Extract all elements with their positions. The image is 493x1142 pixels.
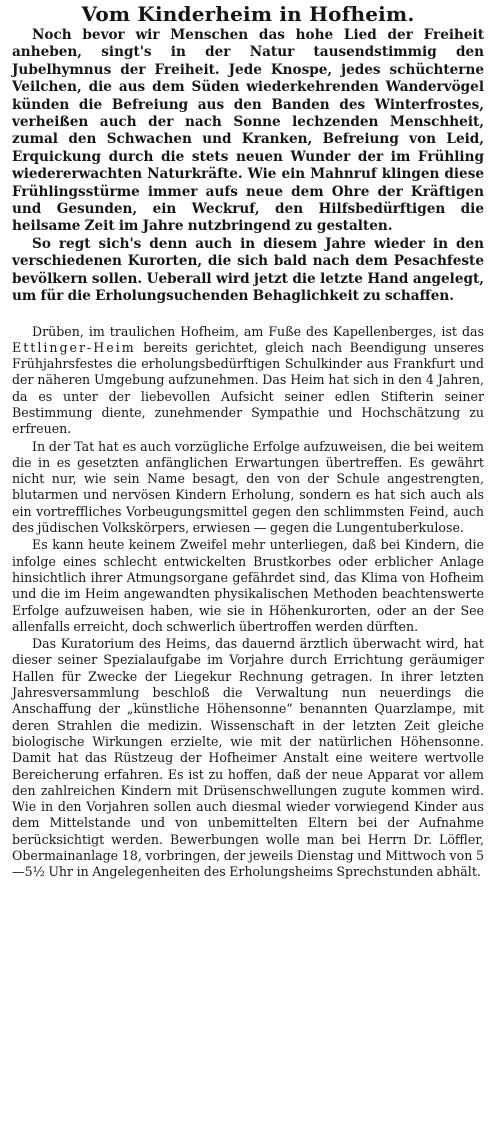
lead-paragraph-1: Noch bevor wir Menschen das hohe Lied der Freiheit anheben, singt's in der Natur tausendstimmig den Jubelhymnus der Freiheit. Jede Knospe, jedes schüchterne Veilchen, die aus dem Süden wiederkehrenden Wandervögel künden die Befreiung aus den Banden des Winterfrostes, verheißen auch der nach Sonne lechzenden Menschheit, zumal den Schwachen und Kranken, Befreiung von Leid, Erquickung durch die stets neuen Wunder der im Frühling wiedererwachten Naturkräfte. Wie ein Mahnruf klingen diese Frühlingsstürme immer aufs neue dem Ohre der Kräftigen und Gesunden, ein Weckruf, den Hilfsbedürftigen die heilsame Zeit im Jahre nutzbringend zu gestalten.: [12, 27, 484, 235]
article-body: [12, 324, 484, 881]
lead-paragraph-2: So regt sich's denn auch in diesem Jahre wieder in den verschiedenen Kurorten, die sich bald nach dem Pesachfeste bevölkern sollen. Ueberall wird jetzt die letzte Hand angelegt, um für die Erholungsuchenden Behaglichkeit zu schaffen.: [12, 235, 484, 305]
article-title: Vom Kinderheim in Hofheim.: [81, 2, 415, 26]
article-lead: [12, 27, 484, 306]
body-paragraph-3: Es kann heute keinem Zweifel mehr unterliegen, daß bei Kindern, die infolge eines schlecht entwickelten Brustkorbes oder erblicher Anlage hinsichtlich ihrer Atmungsorgane gefährdet sind, das Klima von Hofheim und die im Heim angewandten physikalischen Methoden beachtenswerte Erfolge aufzuweisen haben, wie sie in Höhenkurorten, oder an der See allenfalls erreicht, doch schwerlich übertroffen werden dürften.: [12, 537, 484, 634]
heim-name: Ettlinger-Heim: [12, 339, 136, 355]
body-paragraph-1-start: Drüben, im traulichen Hofheim, am Fuße des Kapellenberges, ist das: [32, 323, 484, 339]
body-paragraph-1: [12, 324, 484, 438]
body-paragraph-1-end: bereits gerichtet, gleich nach Beendigung unseres Frühjahrsfestes die erholungsbedürftigen Schulkinder aus Frankfurt und der näheren Umgebung aufzunehmen. Das Heim hat sich in den 4 Jahren, da es unter der liebevollen Aufsicht seiner edlen Stifterin seiner Bestimmung diente, zunehmender Sympathie und Hochschätzung zu erfreuen.: [12, 339, 484, 437]
body-paragraph-4: Das Kuratorium des Heims, das dauernd ärztlich überwacht wird, hat dieser seiner Spezialaufgabe im Vorjahre durch Errichtung geräumiger Hallen für Zwecke der Liegekur Rechnung getragen. In ihrer letzten Jahresversammlung beschloß die Verwaltung nun neuerdings die Anschaffung der „künstliche Höhensonne“ benannten Quarzlampe, mit deren Strahlen die medizin. Wissenschaft in der letzten Zeit gleiche biologische Wirkungen erzielte, wie mit der natürlichen Höhensonne. Damit hat das Rüstzeug der Hofheimer Anstalt eine weitere wertvolle Bereicherung erfahren. Es ist zu hoffen, daß der neue Apparat vor allem den zahlreichen Kindern mit Drüsenschwellungen zugute kommen wird. Wie in den Vorjahren sollen auch diesmal wieder vorwiegend Kinder aus dem Mittelstande und von unbemittelten Eltern bei der Aufnahme berücksichtigt werden. Bewerbungen wolle man bei Herrn Dr. Löffler, Obermainanlage 18, vorbringen, der jeweils Dienstag und Mittwoch von 5—5½ Uhr in Angelegenheiten des Erholungsheims Sprechstunden abhält.: [12, 636, 484, 880]
body-paragraph-2: In der Tat hat es auch vorzügliche Erfolge aufzuweisen, die bei weitem die in es gesetzten anfänglichen Erwartungen übertreffen. Es gewährt nicht nur, wie sein Name besagt, den von der Schule angestrengten, blutarmen und nervösen Kindern Erholung, sondern es hat sich auch als ein vortreffliches Vorbeugungsmittel gegen den schlimmsten Feind, auch des jüdischen Volkskörpers, erwiesen — gegen die Lungentuberkulose.: [12, 438, 484, 536]
section-gap: [12, 306, 484, 324]
